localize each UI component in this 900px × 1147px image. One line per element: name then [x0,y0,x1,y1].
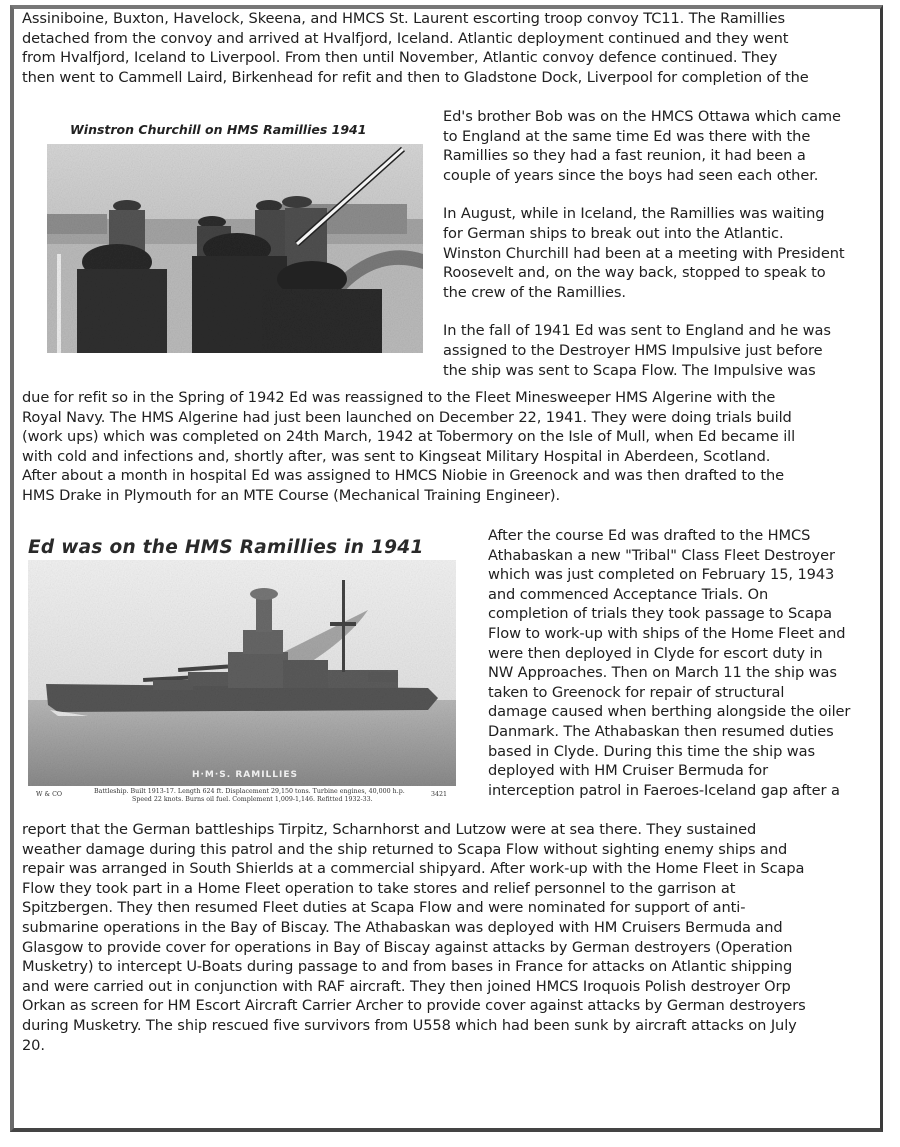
text-line: Flow they took part in a Home Fleet operation to take stores and relief personnel to the garrison at [22,879,736,897]
text-line: Ramillies so they had a fast reunion, it had been a [443,147,806,165]
text-line: Winston Churchill had been at a meeting with President [443,244,845,262]
ship-spec-line-1: Battleship. Built 1913-17. Length 624 ft. Displacement 29,150 tons. Turbine engines, 40,000 h.p. [94,788,405,795]
text-line: were then deployed in Clyde for escort duty in [488,644,823,662]
text-line: Orkan as screen for HM Escort Aircraft Carrier Archer to provide cover against attacks by German destroyers [22,997,806,1015]
text-line: with cold and infections and, shortly after, was sent to Kingseat Military Hospital in Aberdeen, Scotland. [22,447,771,465]
photo2-title: Ed was on the HMS Ramillies in 1941 [28,537,424,558]
ramillies-ship-photo [28,560,456,786]
text-line: HMS Drake in Plymouth for an MTE Course (Mechanical Training Engineer). [22,486,561,504]
text-line: assigned to the Destroyer HMS Impulsive just before [443,341,823,359]
text-line: Royal Navy. The HMS Algerine had just been launched on December 22, 1941. They were doing trials build [22,408,792,426]
text-line: and commenced Acceptance Trials. On [488,585,769,603]
top-paragraph [22,9,882,87]
text-line: damage caused when berthing alongside the oiler [488,703,851,721]
text-line: during Musketry. The ship rescued five survivors from U558 which had been sunk by aircraft attacks on July [22,1016,797,1034]
text-line: completion of trials they took passage to Scapa [488,605,832,623]
text-line: Flow to work-up with ships of the Home Fleet and [488,624,846,642]
text-line: taken to Greenock for repair of structural [488,683,785,701]
text-line: After about a month in hospital Ed was assigned to HMCS Niobie in Greenock and was then drafted to the [22,467,785,485]
publisher-mark: W & CO [36,791,63,798]
text-line: NW Approaches. Then on March 11 the ship was [488,664,837,682]
photo1-caption: Winstron Churchill on HMS Ramillies 1941 [70,122,367,137]
text-line: to England at the same time Ed was there with the [443,127,811,145]
right-column-text-1 [443,107,883,380]
text-line: Ed's brother Bob was on the HMCS Ottawa which came [443,108,841,125]
card-number: 3421 [431,791,448,798]
text-line: report that the German battleships Tirpitz, Scharnhorst and Lutzow were at sea there. They sustained [22,821,757,838]
text-line: interception patrol in Faeroes-Iceland gap after a [488,781,840,799]
text-line: based in Clyde. During this time the ship was [488,742,815,760]
text-line: Spitzbergen. They then resumed Fleet duties at Scapa Flow and were nominated for support of anti- [22,899,746,917]
text-line: weather damage during this patrol and the ship returned to Scapa Flow without sighting enemy ships and [22,840,788,858]
full-paragraph-2 [22,820,882,1055]
text-line: the ship was sent to Scapa Flow. The Impulsive was [443,361,816,379]
text-line: Roosevelt and, on the way back, stopped to speak to [443,264,826,282]
text-line: submarine operations in the Bay of Biscay. The Athabaskan was deployed with HM Cruisers Bermuda and [22,918,783,936]
text-line: couple of years since the boys had seen each other. [443,166,819,184]
churchill-photo [47,144,423,353]
full-paragraph-1 [22,388,882,506]
text-line: Danmark. The Athabaskan then resumed duties [488,722,834,740]
right-column-text-2 [488,526,888,800]
text-line: deployed with HM Cruiser Bermuda for [488,762,769,780]
text-line: from Hvalfjord, Iceland to Liverpool. From then until November, Atlantic convoy defence continued. They [22,49,778,67]
text-line: Athabaskan a new "Tribal" Class Fleet Destroyer [488,546,835,564]
text-line: Assiniboine, Buxton, Havelock, Skeena, and HMCS St. Laurent escorting troop convoy TC11. The Ramillies [22,10,785,27]
ship-name-label: H·M·S. RAMILLIES [191,770,298,780]
text-line: then went to Cammell Laird, Birkenhead for refit and then to Gladstone Dock, Liverpool for completion of the [22,68,809,86]
text-line: detached from the convoy and arrived at Hvalfjord, Iceland. Atlantic deployment continued and they went [22,29,789,47]
text-line: the crew of the Ramillies. [443,283,626,301]
text-line: 20. [22,1036,45,1054]
text-line: After the course Ed was drafted to the HMCS [488,527,811,544]
ship-spec-line-2: Speed 22 knots. Burns oil fuel. Complement 1,009-1,146. Refitted 1932-33. [132,796,373,803]
text-line: In August, while in Iceland, the Ramillies was waiting [443,205,825,223]
text-line: repair was arranged in South Shierlds at a commercial shipyard. After work-up with the Home Fleet in Scapa [22,860,805,878]
text-line: for German ships to break out into the Atlantic. [443,224,784,242]
text-line: Glasgow to provide cover for operations in Bay of Biscay against attacks by German destroyers (Operation [22,938,793,956]
text-line: (work ups) which was completed on 24th March, 1942 at Tobermory on the Isle of Mull, when Ed became ill [22,428,796,446]
text-line: and were carried out in conjunction with RAF aircraft. They then joined HMCS Iroquois Polish destroyer Orp [22,977,791,995]
text-line: Musketry) to intercept U-Boats during passage to and from bases in France for attacks on Atlantic shipping [22,958,793,976]
text-line: which was just completed on February 15, 1943 [488,566,835,584]
text-line: In the fall of 1941 Ed was sent to England and he was [443,322,831,340]
text-line: due for refit so in the Spring of 1942 Ed was reassigned to the Fleet Minesweeper HMS Algerine with the [22,389,776,406]
